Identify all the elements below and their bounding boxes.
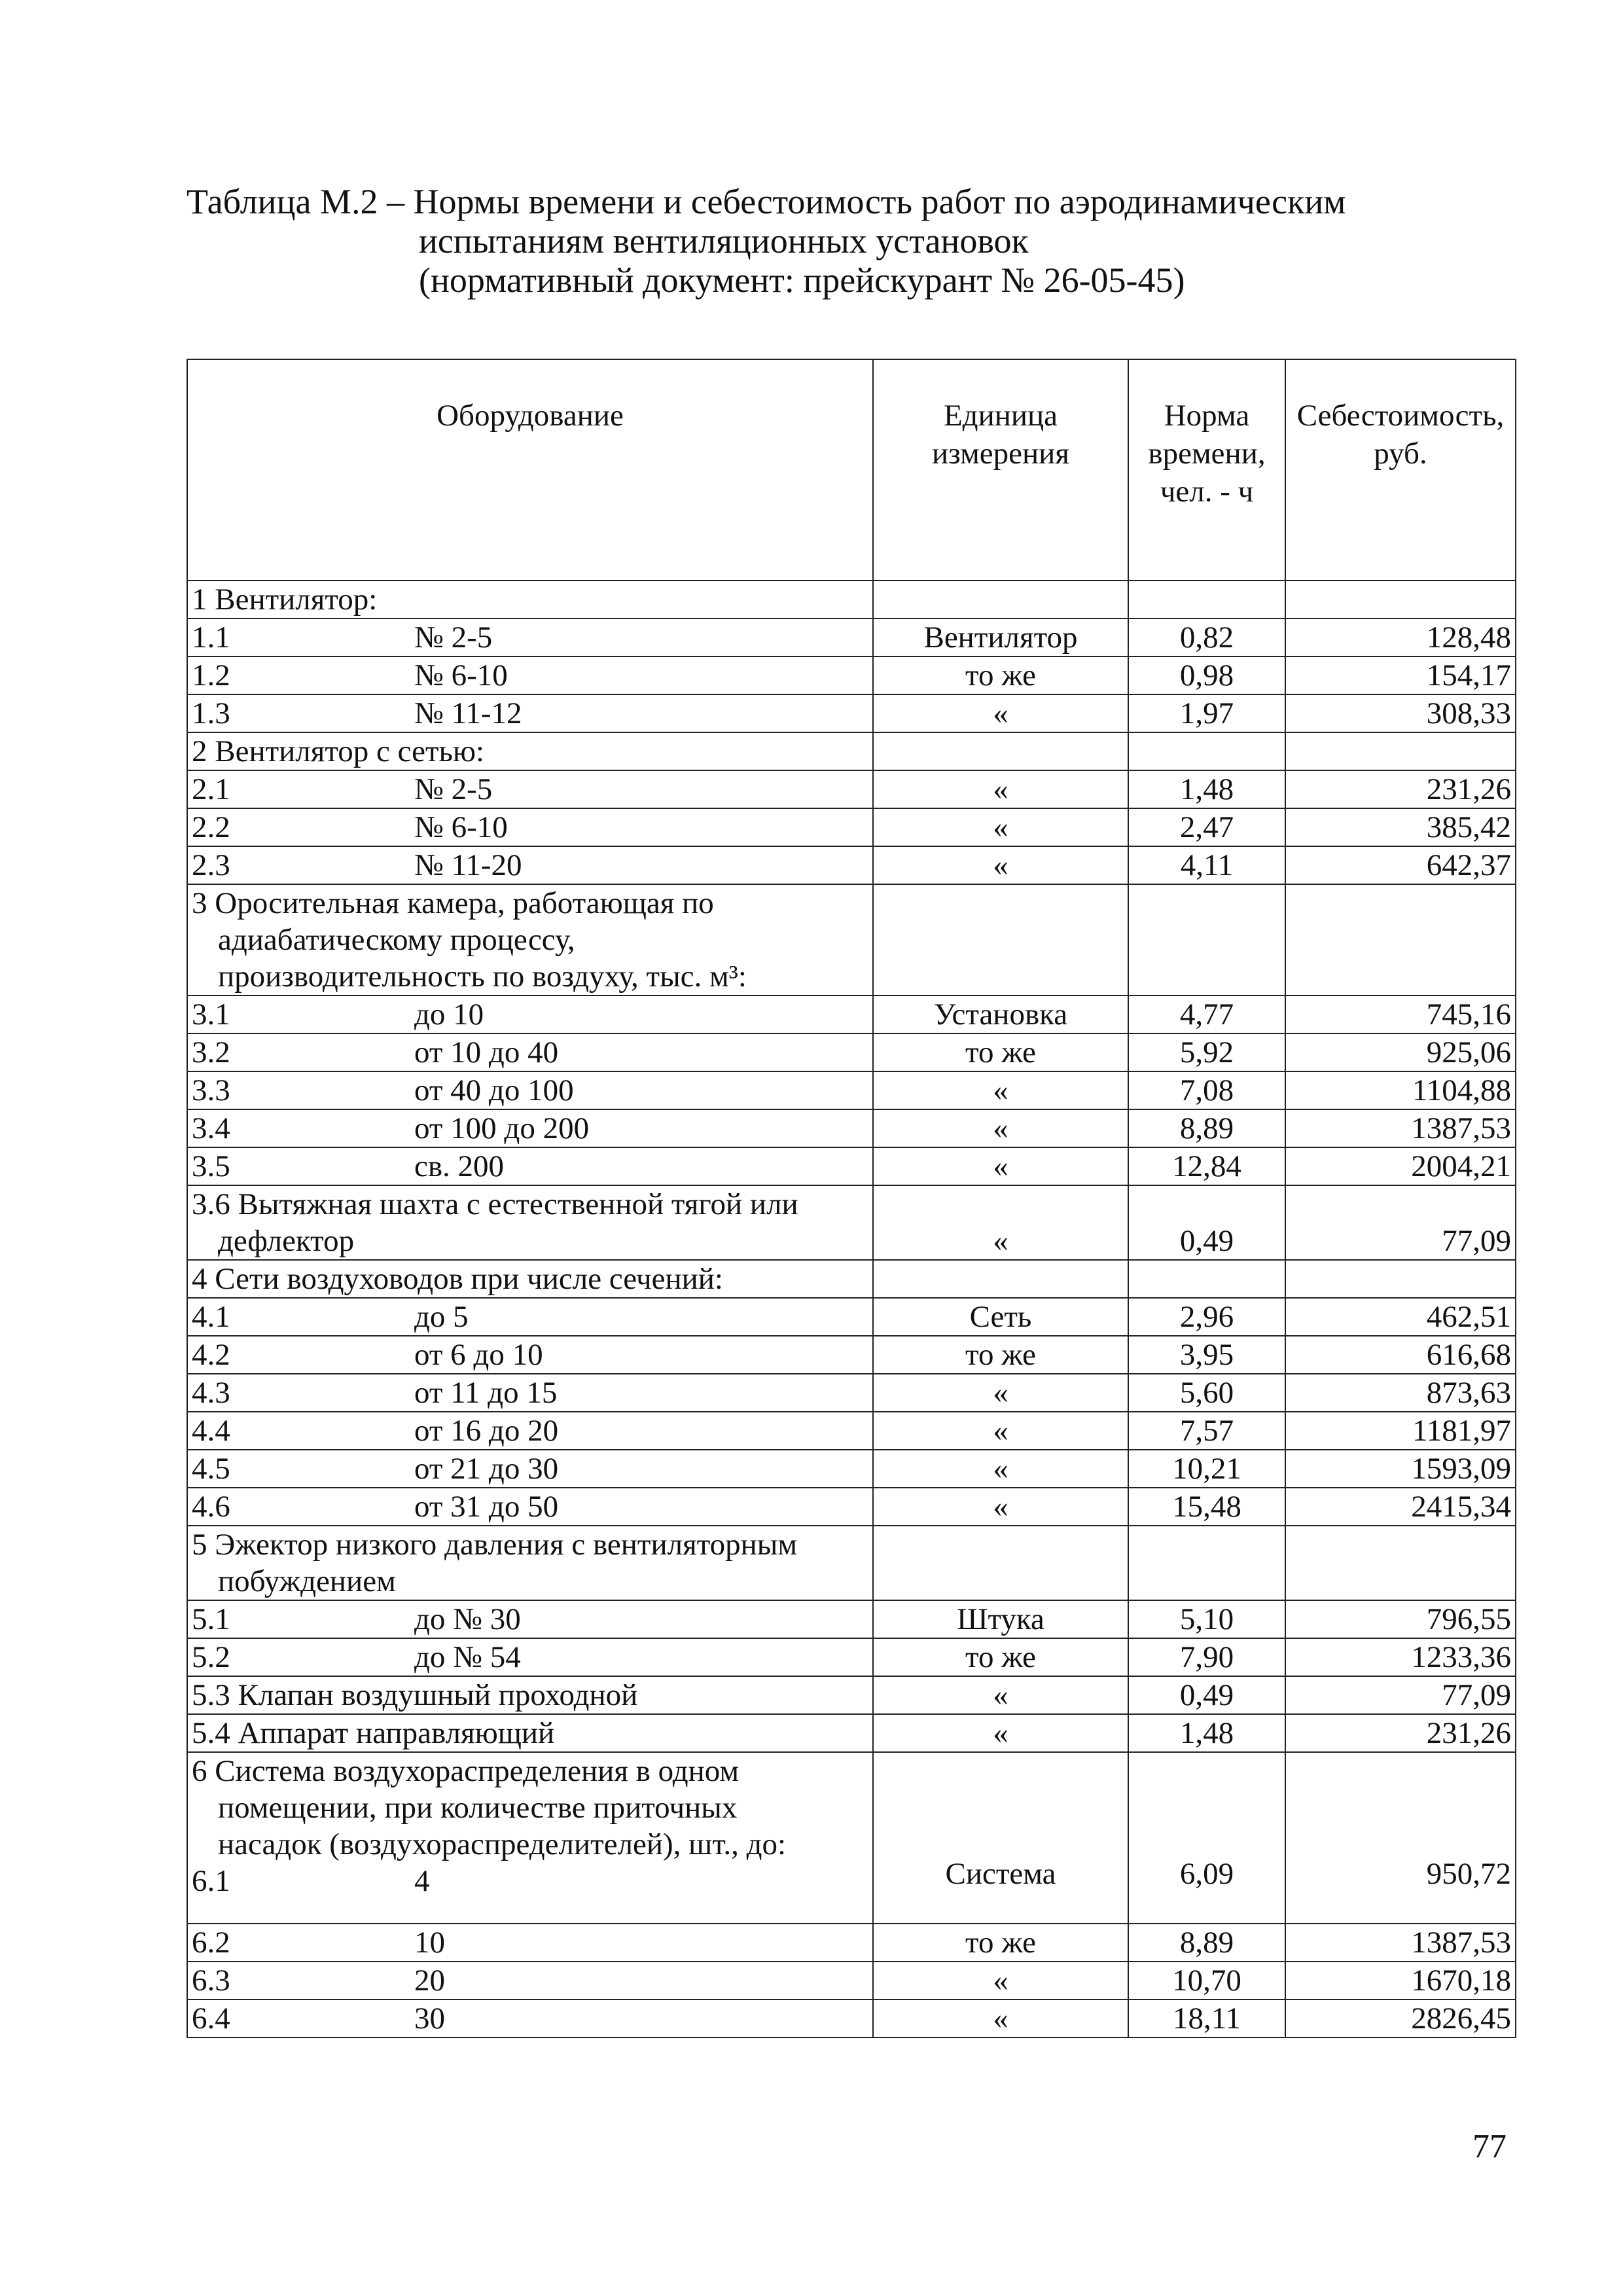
row-norm: 8,89: [1128, 1109, 1285, 1147]
norms-table: [187, 359, 1516, 2038]
row-code: 4.1: [192, 1300, 230, 1334]
row-cost: 796,55: [1285, 1600, 1516, 1638]
row-cost: 231,26: [1285, 1714, 1516, 1752]
row-desc: св. 200: [414, 1149, 505, 1183]
row-label-cont: дефлектор: [218, 1224, 355, 1258]
row-cost: 950,72: [1285, 1752, 1516, 1924]
row-unit: «: [873, 1488, 1128, 1526]
row-norm: 0,98: [1128, 656, 1285, 694]
row-desc: 30: [414, 2001, 445, 2036]
row-code: 3.1: [192, 997, 230, 1031]
group-heading: 3 Оросительная камера, работающая по: [192, 886, 714, 920]
group-heading-cont: побуждением: [218, 1564, 396, 1598]
row-desc: от 40 до 100: [414, 1073, 574, 1107]
row-code: 6.3: [192, 1964, 230, 1998]
row-norm: 1,48: [1128, 770, 1285, 808]
row-desc: от 100 до 200: [414, 1111, 590, 1145]
table-title: [187, 182, 1561, 300]
row-norm: 10,21: [1128, 1450, 1285, 1488]
row-unit: «: [873, 1450, 1128, 1488]
row-code: 1.1: [192, 620, 230, 655]
row-cost: 1593,09: [1285, 1450, 1516, 1488]
group-heading-row: [187, 1260, 1516, 1298]
group-heading: 6 Система воздухораспределения в одном: [192, 1754, 740, 1788]
row-norm: 7,90: [1128, 1638, 1285, 1676]
table-row: [187, 1033, 1516, 1071]
group-heading: 1 Вентилятор:: [187, 581, 873, 619]
row-desc: № 11-12: [414, 696, 522, 730]
group-heading-cont: насадок (воздухораспределителей), шт., до:: [218, 1827, 787, 1861]
row-desc: № 6-10: [414, 658, 508, 692]
header-cost: Себестоимость, руб.: [1285, 359, 1516, 581]
row-cost: 2415,34: [1285, 1488, 1516, 1526]
row-cost: 1387,53: [1285, 1109, 1516, 1147]
row-cost: 745,16: [1285, 996, 1516, 1033]
row-norm: 5,92: [1128, 1033, 1285, 1071]
row-unit: Штука: [873, 1600, 1128, 1638]
row-unit: «: [873, 770, 1128, 808]
row-norm: 5,60: [1128, 1374, 1285, 1412]
row-code: 6.2: [192, 1926, 230, 1960]
row-unit: то же: [873, 1033, 1128, 1071]
row-unit: Система: [873, 1752, 1128, 1924]
group-heading-row: [187, 581, 1516, 619]
row-code: 5.2: [192, 1640, 230, 1674]
table-row: [187, 1488, 1516, 1526]
row-unit: «: [873, 1412, 1128, 1450]
table-row: [187, 1638, 1516, 1676]
table-row: [187, 1147, 1516, 1185]
row-cost: 1181,97: [1285, 1412, 1516, 1450]
row-norm: 18,11: [1128, 2000, 1285, 2037]
row-code: 3.2: [192, 1035, 230, 1069]
row-norm: 8,89: [1128, 1924, 1285, 1962]
row-desc: 20: [414, 1964, 445, 1998]
row-desc: № 2-5: [414, 620, 493, 655]
row-unit: «: [873, 1109, 1128, 1147]
row-unit: «: [873, 1147, 1128, 1185]
header-equipment: Оборудование: [187, 359, 873, 581]
row-unit: «: [873, 1185, 1128, 1260]
header-unit: Единица измерения: [873, 359, 1128, 581]
table-row: [187, 1450, 1516, 1488]
row-code: 4.2: [192, 1338, 230, 1372]
row-norm: 4,11: [1128, 846, 1285, 884]
row-norm: 12,84: [1128, 1147, 1285, 1185]
row-cost: 1670,18: [1285, 1962, 1516, 2000]
row-desc: до № 30: [414, 1602, 521, 1636]
group-heading-row: [187, 1526, 1516, 1600]
row-code: 4.5: [192, 1452, 230, 1486]
row-cost: 385,42: [1285, 808, 1516, 846]
row-desc: от 16 до 20: [414, 1414, 559, 1448]
row-norm: 0,82: [1128, 619, 1285, 656]
table-row: [187, 1924, 1516, 1962]
row-desc: 4: [414, 1864, 430, 1898]
row-cost: 2004,21: [1285, 1147, 1516, 1185]
row-desc: от 31 до 50: [414, 1490, 559, 1524]
header-row: [187, 359, 1516, 581]
row-cost: 77,09: [1285, 1185, 1516, 1260]
title-line-1: Таблица М.2 – Нормы времени и себестоимость работ по аэродинамическим: [187, 182, 1346, 221]
row-code: 1.2: [192, 658, 230, 692]
row-code: 6.1: [192, 1864, 230, 1898]
row-code: 1.3: [192, 696, 230, 730]
row-unit: то же: [873, 1638, 1128, 1676]
header-norm: Норма времени, чел. - ч: [1128, 359, 1285, 581]
table-row: [187, 1109, 1516, 1147]
row-cost: 1233,36: [1285, 1638, 1516, 1676]
row-code: 2.1: [192, 772, 230, 806]
table-row: [187, 1336, 1516, 1374]
row-norm: 15,48: [1128, 1488, 1285, 1526]
row-cost: 1387,53: [1285, 1924, 1516, 1962]
row-desc: № 11-20: [414, 848, 522, 882]
row-norm: 1,97: [1128, 694, 1285, 732]
row-norm: 3,95: [1128, 1336, 1285, 1374]
row-unit: «: [873, 2000, 1128, 2037]
row-code: 3.5: [192, 1149, 230, 1183]
group-heading-row: [187, 1752, 1516, 1924]
table-row: [187, 1962, 1516, 2000]
row-code: 3.4: [192, 1111, 230, 1145]
row-desc: № 6-10: [414, 810, 508, 844]
row-cost: 128,48: [1285, 619, 1516, 656]
row-cost: 873,63: [1285, 1374, 1516, 1412]
row-unit: Вентилятор: [873, 619, 1128, 656]
table-row: [187, 996, 1516, 1033]
row-norm: 2,47: [1128, 808, 1285, 846]
title-line-3: (нормативный документ: прейскурант № 26-05-45): [419, 260, 1185, 300]
group-heading-cont: адиабатическому процессу,: [218, 923, 575, 957]
group-heading: 2 Вентилятор с сетью:: [187, 732, 873, 770]
row-unit: «: [873, 1962, 1128, 2000]
table-row: [187, 1298, 1516, 1336]
row-desc: от 10 до 40: [414, 1035, 559, 1069]
row-cost: 616,68: [1285, 1336, 1516, 1374]
table-row: [187, 1071, 1516, 1109]
row-norm: 4,77: [1128, 996, 1285, 1033]
row-label: 5.3 Клапан воздушный проходной: [187, 1676, 873, 1714]
row-desc: 10: [414, 1926, 445, 1960]
table-row: [187, 1714, 1516, 1752]
table-row: [187, 846, 1516, 884]
group-heading-cont: производительность по воздуху, тыс. м³:: [218, 960, 747, 994]
row-unit: то же: [873, 1336, 1128, 1374]
row-cost: 642,37: [1285, 846, 1516, 884]
row-desc: до 10: [414, 997, 484, 1031]
row-desc: от 6 до 10: [414, 1338, 543, 1372]
row-code: 6.4: [192, 2001, 230, 2036]
row-cost: 925,06: [1285, 1033, 1516, 1071]
row-cost: 154,17: [1285, 656, 1516, 694]
group-heading: 5 Эжектор низкого давления с вентиляторным: [192, 1528, 798, 1562]
row-desc: № 2-5: [414, 772, 493, 806]
row-code: 4.6: [192, 1490, 230, 1524]
group-heading: 4 Сети воздуховодов при числе сечений:: [187, 1260, 873, 1298]
row-unit: «: [873, 694, 1128, 732]
row-norm: 10,70: [1128, 1962, 1285, 2000]
row-desc: от 21 до 30: [414, 1452, 559, 1486]
row-label: 5.4 Аппарат направляющий: [187, 1714, 873, 1752]
row-code: 2.3: [192, 848, 230, 882]
table-row: [187, 619, 1516, 656]
row-unit: «: [873, 808, 1128, 846]
table-row: [187, 770, 1516, 808]
table-row: [187, 656, 1516, 694]
page-number: 77: [1472, 2128, 1507, 2165]
row-unit: «: [873, 1374, 1128, 1412]
row-norm: 0,49: [1128, 1676, 1285, 1714]
row-desc: до № 54: [414, 1640, 521, 1674]
row-norm: 0,49: [1128, 1185, 1285, 1260]
row-desc: до 5: [414, 1300, 469, 1334]
row-unit: Сеть: [873, 1298, 1128, 1336]
row-cost: 77,09: [1285, 1676, 1516, 1714]
table-row: [187, 1412, 1516, 1450]
table-row: [187, 2000, 1516, 2037]
row-code: 5.1: [192, 1602, 230, 1636]
row-cost: 308,33: [1285, 694, 1516, 732]
row-norm: 2,96: [1128, 1298, 1285, 1336]
table-row: [187, 694, 1516, 732]
table-row: [187, 1676, 1516, 1714]
row-norm: 6,09: [1128, 1752, 1285, 1924]
row-cost: 462,51: [1285, 1298, 1516, 1336]
row-norm: 5,10: [1128, 1600, 1285, 1638]
row-norm: 1,48: [1128, 1714, 1285, 1752]
row-unit: «: [873, 1714, 1128, 1752]
table-row: [187, 1185, 1516, 1260]
row-code: 4.3: [192, 1376, 230, 1410]
row-unit: Установка: [873, 996, 1128, 1033]
row-unit: то же: [873, 656, 1128, 694]
row-unit: «: [873, 846, 1128, 884]
table-row: [187, 808, 1516, 846]
row-cost: 231,26: [1285, 770, 1516, 808]
table-row: [187, 1600, 1516, 1638]
row-code: 2.2: [192, 810, 230, 844]
title-line-2: испытаниям вентиляционных установок: [419, 221, 1029, 260]
group-heading-row: [187, 884, 1516, 996]
row-unit: то же: [873, 1924, 1128, 1962]
row-label: 3.6 Вытяжная шахта с естественной тягой или: [192, 1187, 798, 1221]
row-cost: 1104,88: [1285, 1071, 1516, 1109]
table-row: [187, 1374, 1516, 1412]
group-heading-cont: помещении, при количестве приточных: [218, 1791, 738, 1825]
row-code: 4.4: [192, 1414, 230, 1448]
group-heading-row: [187, 732, 1516, 770]
row-unit: «: [873, 1676, 1128, 1714]
row-code: 3.3: [192, 1073, 230, 1107]
row-norm: 7,08: [1128, 1071, 1285, 1109]
row-norm: 7,57: [1128, 1412, 1285, 1450]
row-unit: «: [873, 1071, 1128, 1109]
row-desc: от 11 до 15: [414, 1376, 558, 1410]
row-cost: 2826,45: [1285, 2000, 1516, 2037]
